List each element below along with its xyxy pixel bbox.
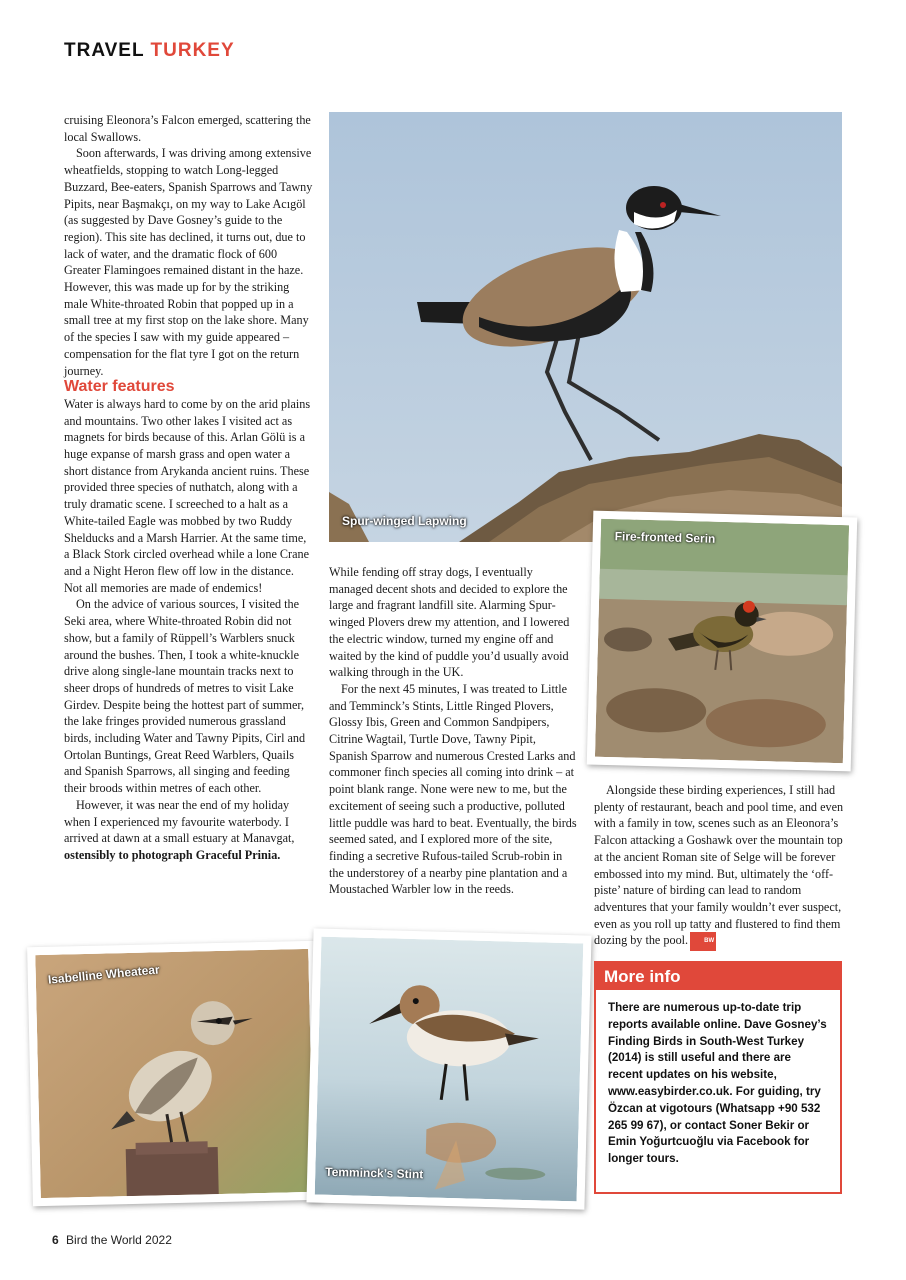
page-number: 6 bbox=[52, 1233, 59, 1247]
lapwing-photo bbox=[329, 112, 842, 542]
lapwing-illustration bbox=[329, 112, 842, 542]
paragraph-text: Alongside these birding experiences, I still had plenty of restaurant, beach and pool time, and even with a family in tow, scenes such as an Eleonora’s Falcon attacking a Goshawk over the mountain top at the ancient Roman site of Selge will be forever embossed into my mind. But, ultimately the ‘off-piste’ nature of birding can lead to random adventures that your family wouldn’t ever suspect, even as you roll up tatty and flustered to find them dozing by the pool. bbox=[594, 783, 844, 948]
column-1 bbox=[64, 112, 314, 864]
paragraph: cruising Eleonora’s Falcon emerged, scattering the local Swallows. bbox=[64, 113, 311, 144]
page-footer bbox=[52, 1233, 172, 1247]
serin-photo bbox=[587, 511, 858, 772]
more-info-body: There are numerous up-to-date trip reports available online. Dave Gosney’s Finding Birds in South-West Turkey (2014) is still useful and there are recent updates on his website, www.easybirder.co.uk. For guiding, try Özcan at vigotours (Whatsapp +90 532 265 99 67), or contact Soner Bekir or Emin Yoğurtcuoğlu via Facebook for longer tours. bbox=[608, 1001, 827, 1166]
wheatear-illustration bbox=[35, 949, 313, 1198]
stint-caption: Temminck’s Stint bbox=[325, 1164, 424, 1182]
stint-illustration bbox=[315, 937, 584, 1202]
column-3 bbox=[594, 782, 844, 951]
wheatear-caption: Isabelline Wheatear bbox=[47, 962, 161, 987]
subheading: Water features bbox=[64, 378, 175, 396]
lapwing-caption: Spur-winged Lapwing bbox=[342, 514, 467, 528]
paragraph: Water is always hard to come by on the arid plains and mountains. Two other lakes I visited act as magnets for birds because of this. Arlan Gölü is a huge expanse of marsh grass and open water a short distance from Arykanda ancient ruins. These provided three species of nuthatch, along with a truly dramatic scene. I screeched to a halt as a White-tailed Eagle was mobbed by two Ruddy Shelducks and a Marsh Harrier. At the same time, a Black Stork circled overhead while a lone Crane and a Night Heron flew off low in the distance. Not all memories are made of endemics! bbox=[64, 396, 311, 595]
paragraph-text: However, it was near the end of my holiday when I experienced my favourite waterbody. I arrived at dawn at a small estuary at Manavgat, bbox=[64, 797, 295, 846]
more-info-box bbox=[594, 961, 842, 1194]
serin-illustration bbox=[595, 519, 849, 763]
section-label: TRAVEL bbox=[64, 40, 145, 61]
paragraph: On the advice of various sources, I visited the Seki area, where White-throated Robin did not show, but a family of Rüppell’s Warblers snuck around the bushes. Then, I took a white-knuckle drive along single-lane mountain tracks next to sheer drops of hundreds of metres to visit Lake Girdev. Despite being the hottest part of summer, the lake fringes provided numerous grassland birds, including Water and Tawny Pipits, Cirl and Ortolan Buntings, Great Reed Warblers, Quails and Spanish Sparrows, all singing and feeding their broods within metres of each other. bbox=[64, 597, 306, 796]
paragraph bbox=[64, 797, 314, 864]
paragraph: For the next 45 minutes, I was treated to Little and Temminck’s Stints, Little Ringed Plovers, Glossy Ibis, Green and Common Sandpipers, Citrine Wagtail, Turtle Dove, Tawny Pipit, Spanish Sparrow and numerous Crested Larks and commoner finch species all coming into drink – at point blank range. None were new to me, but the excitement of seeing such a productive, polluted little puddle was hard to beat. Eventually, the birds seemed sated, and I explored more of the site, finding a secretive Rufous-tailed Scrub-robin in the understorey of a nearby pine plantation and a Moustached Warbler low in the reeds. bbox=[329, 681, 577, 897]
stint-photo bbox=[306, 928, 591, 1209]
more-info-title: More info bbox=[596, 963, 840, 990]
paragraph: While fending off stray dogs, I eventually managed decent shots and decided to explore the large and fragrant landfill site. Alarming Spur-winged Plovers drew my attention, and I lowered the electric window, turned my engine off and waited by the kind of puddle you’d usually avoid walking through in the UK. bbox=[329, 565, 570, 680]
country-label: TURKEY bbox=[150, 40, 235, 61]
paragraph-bold-text: ostensibly to photograph Graceful Prinia. bbox=[64, 847, 281, 862]
wheatear-photo bbox=[27, 941, 322, 1206]
column-2 bbox=[329, 564, 577, 898]
serin-caption: Fire-fronted Serin bbox=[614, 529, 716, 546]
paragraph bbox=[594, 782, 844, 951]
section-header bbox=[64, 40, 235, 62]
paragraph: Soon afterwards, I was driving among extensive wheatfields, stopping to watch Long-legged Buzzard, Bee-eaters, Spanish Sparrows and Tawny Pipits, near Başmakçı, on my way to Lake Acıgöl (as suggested by Dave Gosney’s guide to the region). This site has declined, it turns out, due to lack of water, and the dramatic flock of 600 Greater Flamingoes remained distant in the haze. However, this was made up for by the striking male White-throated Robin that popped up in a small tree at my first stop on the lake shore. Many of the species I saw with my guide appeared – compensation for the flat tyre I got on the return journey. bbox=[64, 146, 313, 378]
end-mark: BW bbox=[690, 932, 716, 951]
publication-name: Bird the World 2022 bbox=[66, 1233, 172, 1247]
